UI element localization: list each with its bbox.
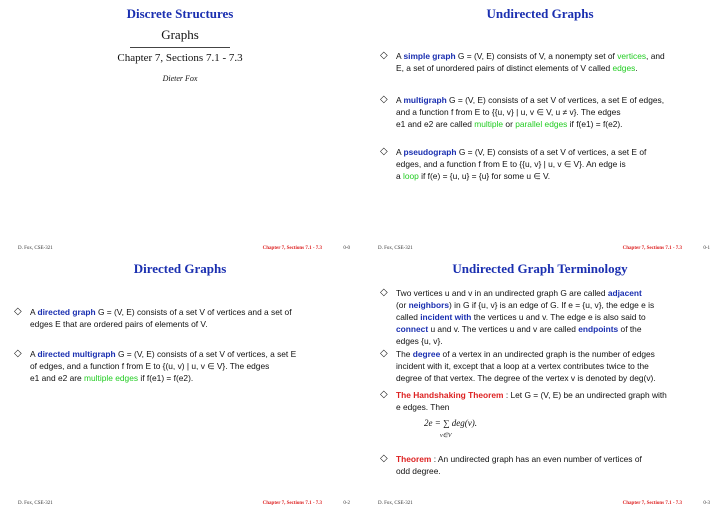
slide-title — [0, 0, 360, 254]
author-name: Dieter Fox — [162, 74, 198, 83]
slide-undirected-terminology — [360, 255, 720, 509]
list-item: ◇ A directed graph G = (V, E) consists of a set V of vertices and a set of edges E that are ordered pairs of elements of V. — [14, 306, 292, 329]
footer-chapter: Chapter 7, Sections 7.1 - 7.3 — [622, 501, 682, 506]
slide-directed-graphs — [0, 255, 360, 509]
slide-subtitle: Graphs — [161, 27, 199, 42]
diamond-icon: ◇ — [380, 146, 388, 157]
diamond-icon: ◇ — [14, 348, 22, 359]
diamond-icon: ◇ — [380, 348, 388, 359]
chapter-label: Chapter 7, Sections 7.1 - 7.3 — [117, 52, 243, 64]
footer-course: D. Fox, CSE-321 — [378, 501, 413, 506]
slide-heading: Undirected Graphs — [486, 6, 594, 21]
slide-undirected-graphs — [360, 0, 720, 254]
divider — [130, 47, 230, 48]
slide-heading: Discrete Structures — [126, 6, 234, 21]
footer-course: D. Fox, CSE-321 — [378, 246, 413, 251]
list-item: ◇ The degree of a vertex in an undirected graph is the number of edges incident with it, except that a loop at a vertex contributes twice to the degree of that vertex. The degree of the vertex v is denoted by deg(v). — [380, 348, 656, 383]
diamond-icon: ◇ — [380, 50, 388, 61]
footer-page: 0-0 — [343, 246, 350, 251]
slide-heading: Undirected Graph Terminology — [452, 261, 628, 276]
handshaking-equation: 2e = ∑ deg(v). — [424, 418, 477, 428]
footer-page: 0-1 — [703, 246, 710, 251]
diamond-icon: ◇ — [380, 389, 388, 400]
diamond-icon: ◇ — [14, 306, 22, 317]
footer-chapter: Chapter 7, Sections 7.1 - 7.3 — [262, 501, 322, 506]
list-item: ◇ A multigraph G = (V, E) consists of a set V of vertices, a set E of edges, and a function f from E to {{u, v} | u, v ∈ V, u ≠ v}. The edges e1 and e2 are called multiple or parallel edges if f(e1) = f(e2). — [380, 94, 665, 129]
diamond-icon: ◇ — [380, 94, 388, 105]
footer-page: 0-2 — [343, 501, 350, 506]
sum-index: v∈V — [440, 433, 452, 439]
footer-course: D. Fox, CSE-321 — [18, 246, 53, 251]
list-item: ◇ Two vertices u and v in an undirected graph G are called adjacent (or neighbors) in G if {u, v} is an edge of G. If e = {u, v}, the edge e is called incident with the vertices u and v. The edge e is also said to connect u and v. The vertices u and v are called endpoints of the edges {u, v}. — [380, 287, 655, 346]
footer-course: D. Fox, CSE-321 — [18, 501, 53, 506]
list-item: ◇ The Handshaking Theorem : Let G = (V, E) be an undirected graph with e edges. Then — [380, 389, 667, 412]
footer-page: 0-3 — [703, 501, 710, 506]
list-item: ◇ A pseudograph G = (V, E) consists of a set V of vertices, a set E of edges, and a function f from E to {{u, v} | u, v ∈ V}. An edge is a loop if f(e) = {u, u} = {u} for some u ∈ V. — [380, 146, 647, 181]
list-item: ◇ Theorem : An undirected graph has an even number of vertices of odd degree. — [380, 453, 642, 476]
footer-chapter: Chapter 7, Sections 7.1 - 7.3 — [262, 246, 322, 251]
list-item: ◇ A directed multigraph G = (V, E) consists of a set V of vertices, a set E of edges, and a function f from E to {(u, v) | u, v ∈ V}. The edges e1 and e2 are multiple edges if f(e1) = f(e2). — [14, 348, 297, 383]
diamond-icon: ◇ — [380, 453, 388, 464]
footer-chapter: Chapter 7, Sections 7.1 - 7.3 — [622, 246, 682, 251]
diamond-icon: ◇ — [380, 287, 388, 298]
slide-heading: Directed Graphs — [133, 261, 227, 276]
list-item: ◇ A simple graph G = (V, E) consists of V, a nonempty set of vertices, and E, a set of unordered pairs of distinct elements of V called edges. — [380, 50, 665, 73]
